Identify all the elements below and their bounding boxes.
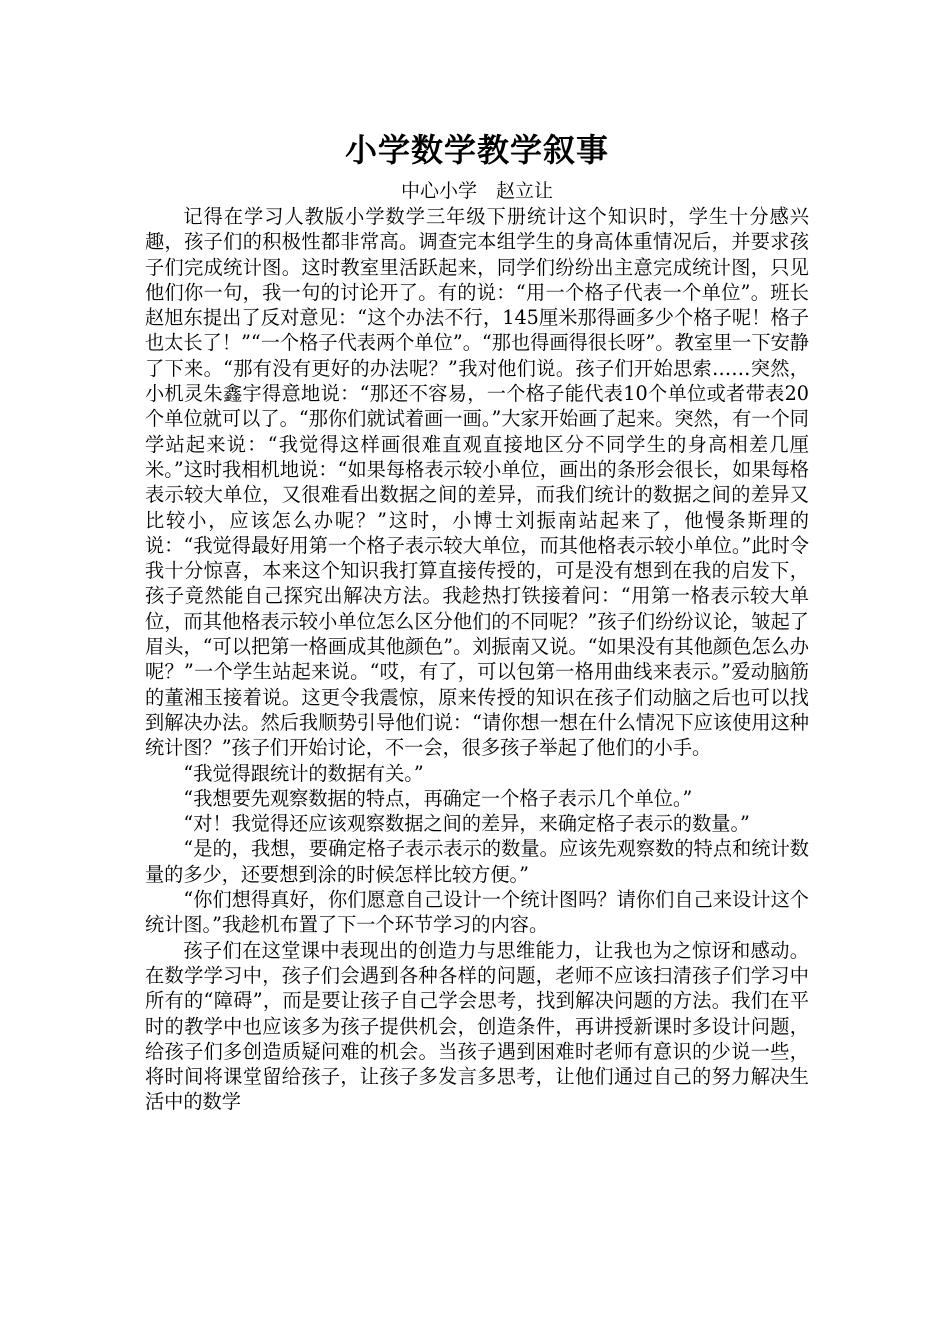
paragraph-quote-3: “对！我觉得还应该观察数据之间的差异，来确定格子表示的数量。” bbox=[183, 812, 750, 836]
paragraph-quote-1: “我觉得跟统计的数据有关。” bbox=[183, 761, 424, 785]
document-body bbox=[145, 204, 809, 1115]
document-page bbox=[145, 122, 809, 1115]
document-title: 小学数学教学叙事 bbox=[344, 131, 609, 169]
paragraph-quote-5: “你们想得真好，你们愿意自己设计一个统计图吗？请你们自己来设计这个统计图。”我趁机布置了下一个环节学习的内容。 bbox=[145, 888, 809, 937]
paragraph-quote-2: “我想要先观察数据的特点，再确定一个格子表示几个单位。” bbox=[183, 786, 693, 810]
author-line: 中心小学 赵立让 bbox=[400, 180, 553, 202]
paragraph-quote-4: “是的，我想，要确定格子表示表示的数量。应该先观察数的特点和统计数量的多少，还要想到涂的时候怎样比较方便。” bbox=[145, 837, 809, 886]
paragraph-main-story: 记得在学习人教版小学数学三年级下册统计这个知识时，学生十分感兴趣，孩子们的积极性都非常高。调查完本组学生的身高体重情况后，并要求孩子们完成统计图。这时教室里活跃起来，同学们纷纷出主意完成统计图，只见他们你一句，我一句的讨论开了。有的说：“用一个格子代表一个单位”。班长赵旭东提出了反对意见：“这个办法不行，145厘米那得画多少个格子呢！格子也太长了！”“一个格子代表两个单位”。“那也得画得很长呀”。教室里一下安静了下来。“那有没有更好的办法呢？”我对他们说。孩子们开始思索……突然，小机灵朱鑫宇得意地说：“那还不容易，一个格子能代表10个单位或者带表20个单位就可以了。“那你们就试着画一画。”大家开始画了起来。突然，有一个同学站起来说：“我觉得这样画很难直观直接地区分不同学生的身高相差几厘米。”这时我相机地说：“如果每格表示较小单位，画出的条形会很长，如果每格表示较大单位，又很难看出数据之间的差异，而我们统计的数据之间的差异又比较小，应该怎么办呢？”这时，小博士刘振南站起来了，他慢条斯理的说：“我觉得最好用第一个格子表示较大单位，而其他格表示较小单位。”此时令我十分惊喜，本来这个知识我打算直接传授的，可是没有想到在我的启发下，孩子竟然能自己探究出解决方法。我趁热打铁接着问：“用第一格表示较大单位，而其他格表示较小单位怎么区分他们的不同呢？”孩子们纷纷议论，皱起了眉头，“可以把第一格画成其他颜色”。刘振南又说。“如果没有其他颜色怎么办呢？”一个学生站起来说。“哎，有了，可以包第一格用曲线来表示。”爱动脑筋的董湘玉接着说。这更令我震惊，原来传授的知识在孩子们动脑之后也可以找到解决办法。然后我顺势引导他们说：“请你想一想在什么情况下应该使用这种统计图？”孩子们开始讨论，不一会，很多孩子举起了他们的小手。 bbox=[145, 205, 809, 760]
paragraph-reflection: 孩子们在这堂课中表现出的创造力与思维能力，让我也为之惊讶和感动。在数学学习中，孩子们会遇到各种各样的问题，老师不应该扫清孩子们学习中所有的“障碍”，而是要让孩子自己学会思考，找到解决问题的方法。我们在平时的教学中也应该多为孩子提供机会，创造条件，再讲授新课时多设计问题，给孩子们多创造质疑问难的机会。当孩子遇到困难时老师有意识的少说一些，将时间将课堂留给孩子，让孩子多发言多思考，让他们通过自己的努力解决生活中的数学 bbox=[145, 938, 809, 1114]
